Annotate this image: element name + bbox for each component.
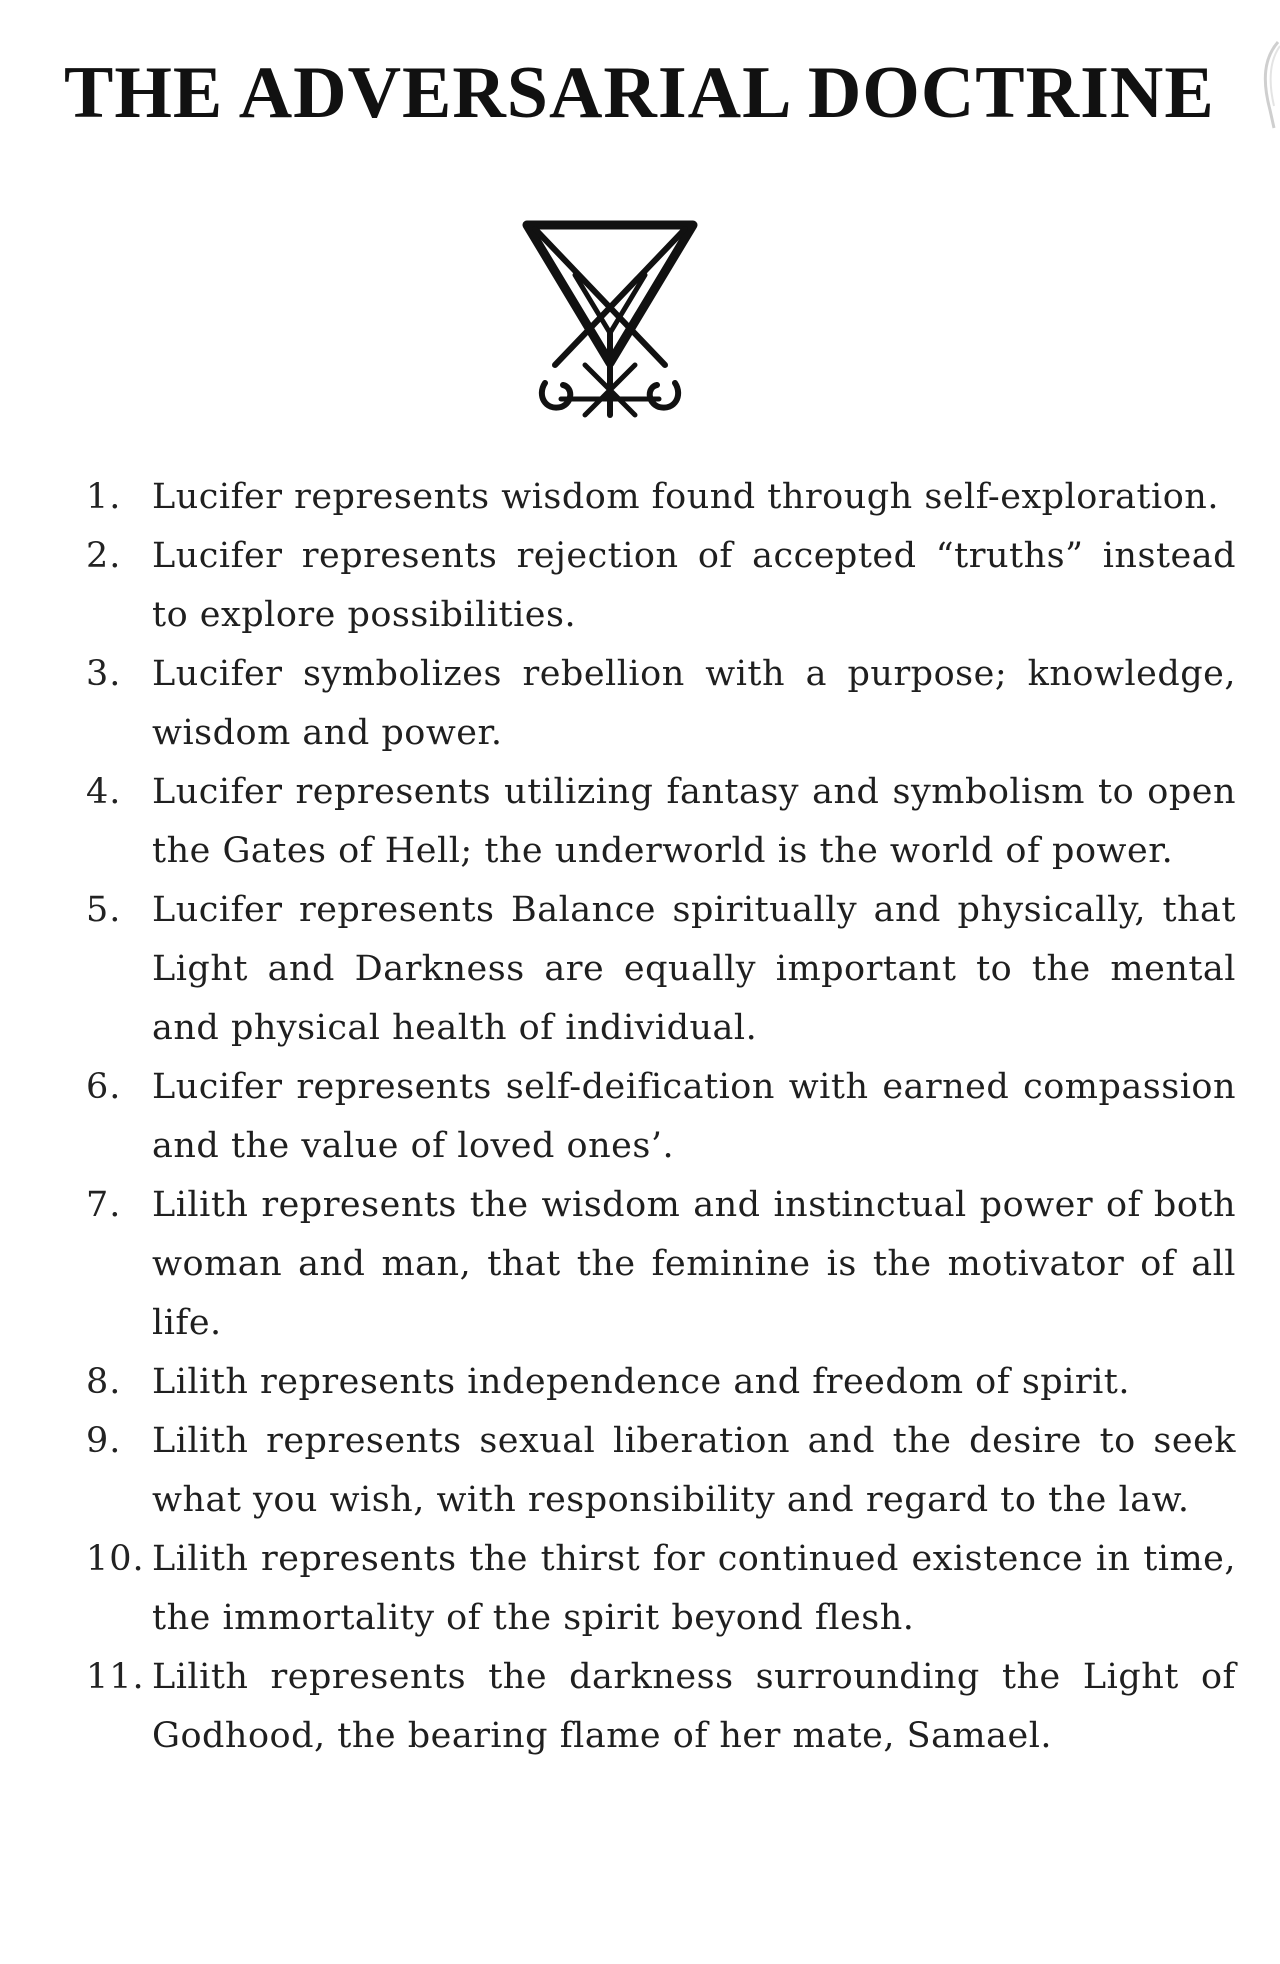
item-number: 3. [86, 654, 122, 694]
list-item [86, 527, 1236, 645]
item-text: Lucifer represents Balance spiritually and physically, that Light and Darkness are equally important to the mental and physical health of individual. [152, 890, 1236, 1048]
item-text: Lucifer represents utilizing fantasy and symbolism to open the Gates of Hell; the underworld is the world of power. [152, 772, 1236, 871]
item-text: Lucifer represents self-deification with earned compassion and the value of loved ones’. [152, 1067, 1236, 1166]
item-text: Lilith represents independence and freedom of spirit. [152, 1362, 1130, 1402]
item-number: 9. [86, 1421, 122, 1461]
list-item [86, 1412, 1236, 1530]
doctrine-list [86, 468, 1236, 1766]
list-item [86, 1648, 1236, 1766]
item-number: 7. [86, 1185, 122, 1225]
item-text: Lucifer symbolizes rebellion with a purpose; knowledge, wisdom and power. [152, 654, 1236, 753]
page-edge-shadow [1256, 40, 1280, 130]
item-text: Lucifer represents wisdom found through self-exploration. [152, 477, 1219, 517]
item-text: Lilith represents the wisdom and instinctual power of both woman and man, that the feminine is the motivator of all life. [152, 1185, 1236, 1343]
list-item [86, 1353, 1236, 1412]
item-text: Lilith represents the darkness surrounding the Light of Godhood, the bearing flame of her mate, Samael. [152, 1657, 1236, 1756]
list-item [86, 468, 1236, 527]
item-number: 4. [86, 772, 122, 812]
item-text: Lucifer represents rejection of accepted “truths” instead to explore possibilities. [152, 536, 1236, 635]
list-item [86, 1530, 1236, 1648]
item-number: 2. [86, 536, 122, 576]
item-number: 8. [86, 1362, 122, 1402]
item-number: 5. [86, 890, 122, 930]
item-text: Lilith represents sexual liberation and the desire to seek what you wish, with responsibility and regard to the law. [152, 1421, 1236, 1520]
list-item [86, 1058, 1236, 1176]
item-number: 6. [86, 1067, 122, 1107]
list-item [86, 1176, 1236, 1353]
item-number: 10. [86, 1539, 145, 1579]
list-item [86, 881, 1236, 1058]
sigil-of-lucifer-icon [515, 215, 705, 420]
item-number: 11. [86, 1657, 145, 1697]
item-number: 1. [86, 477, 122, 517]
list-item [86, 763, 1236, 881]
list-item [86, 645, 1236, 763]
item-text: Lilith represents the thirst for continued existence in time, the immortality of the spirit beyond flesh. [152, 1539, 1236, 1638]
document-title: THE ADVERSARIAL DOCTRINE [64, 52, 1215, 134]
